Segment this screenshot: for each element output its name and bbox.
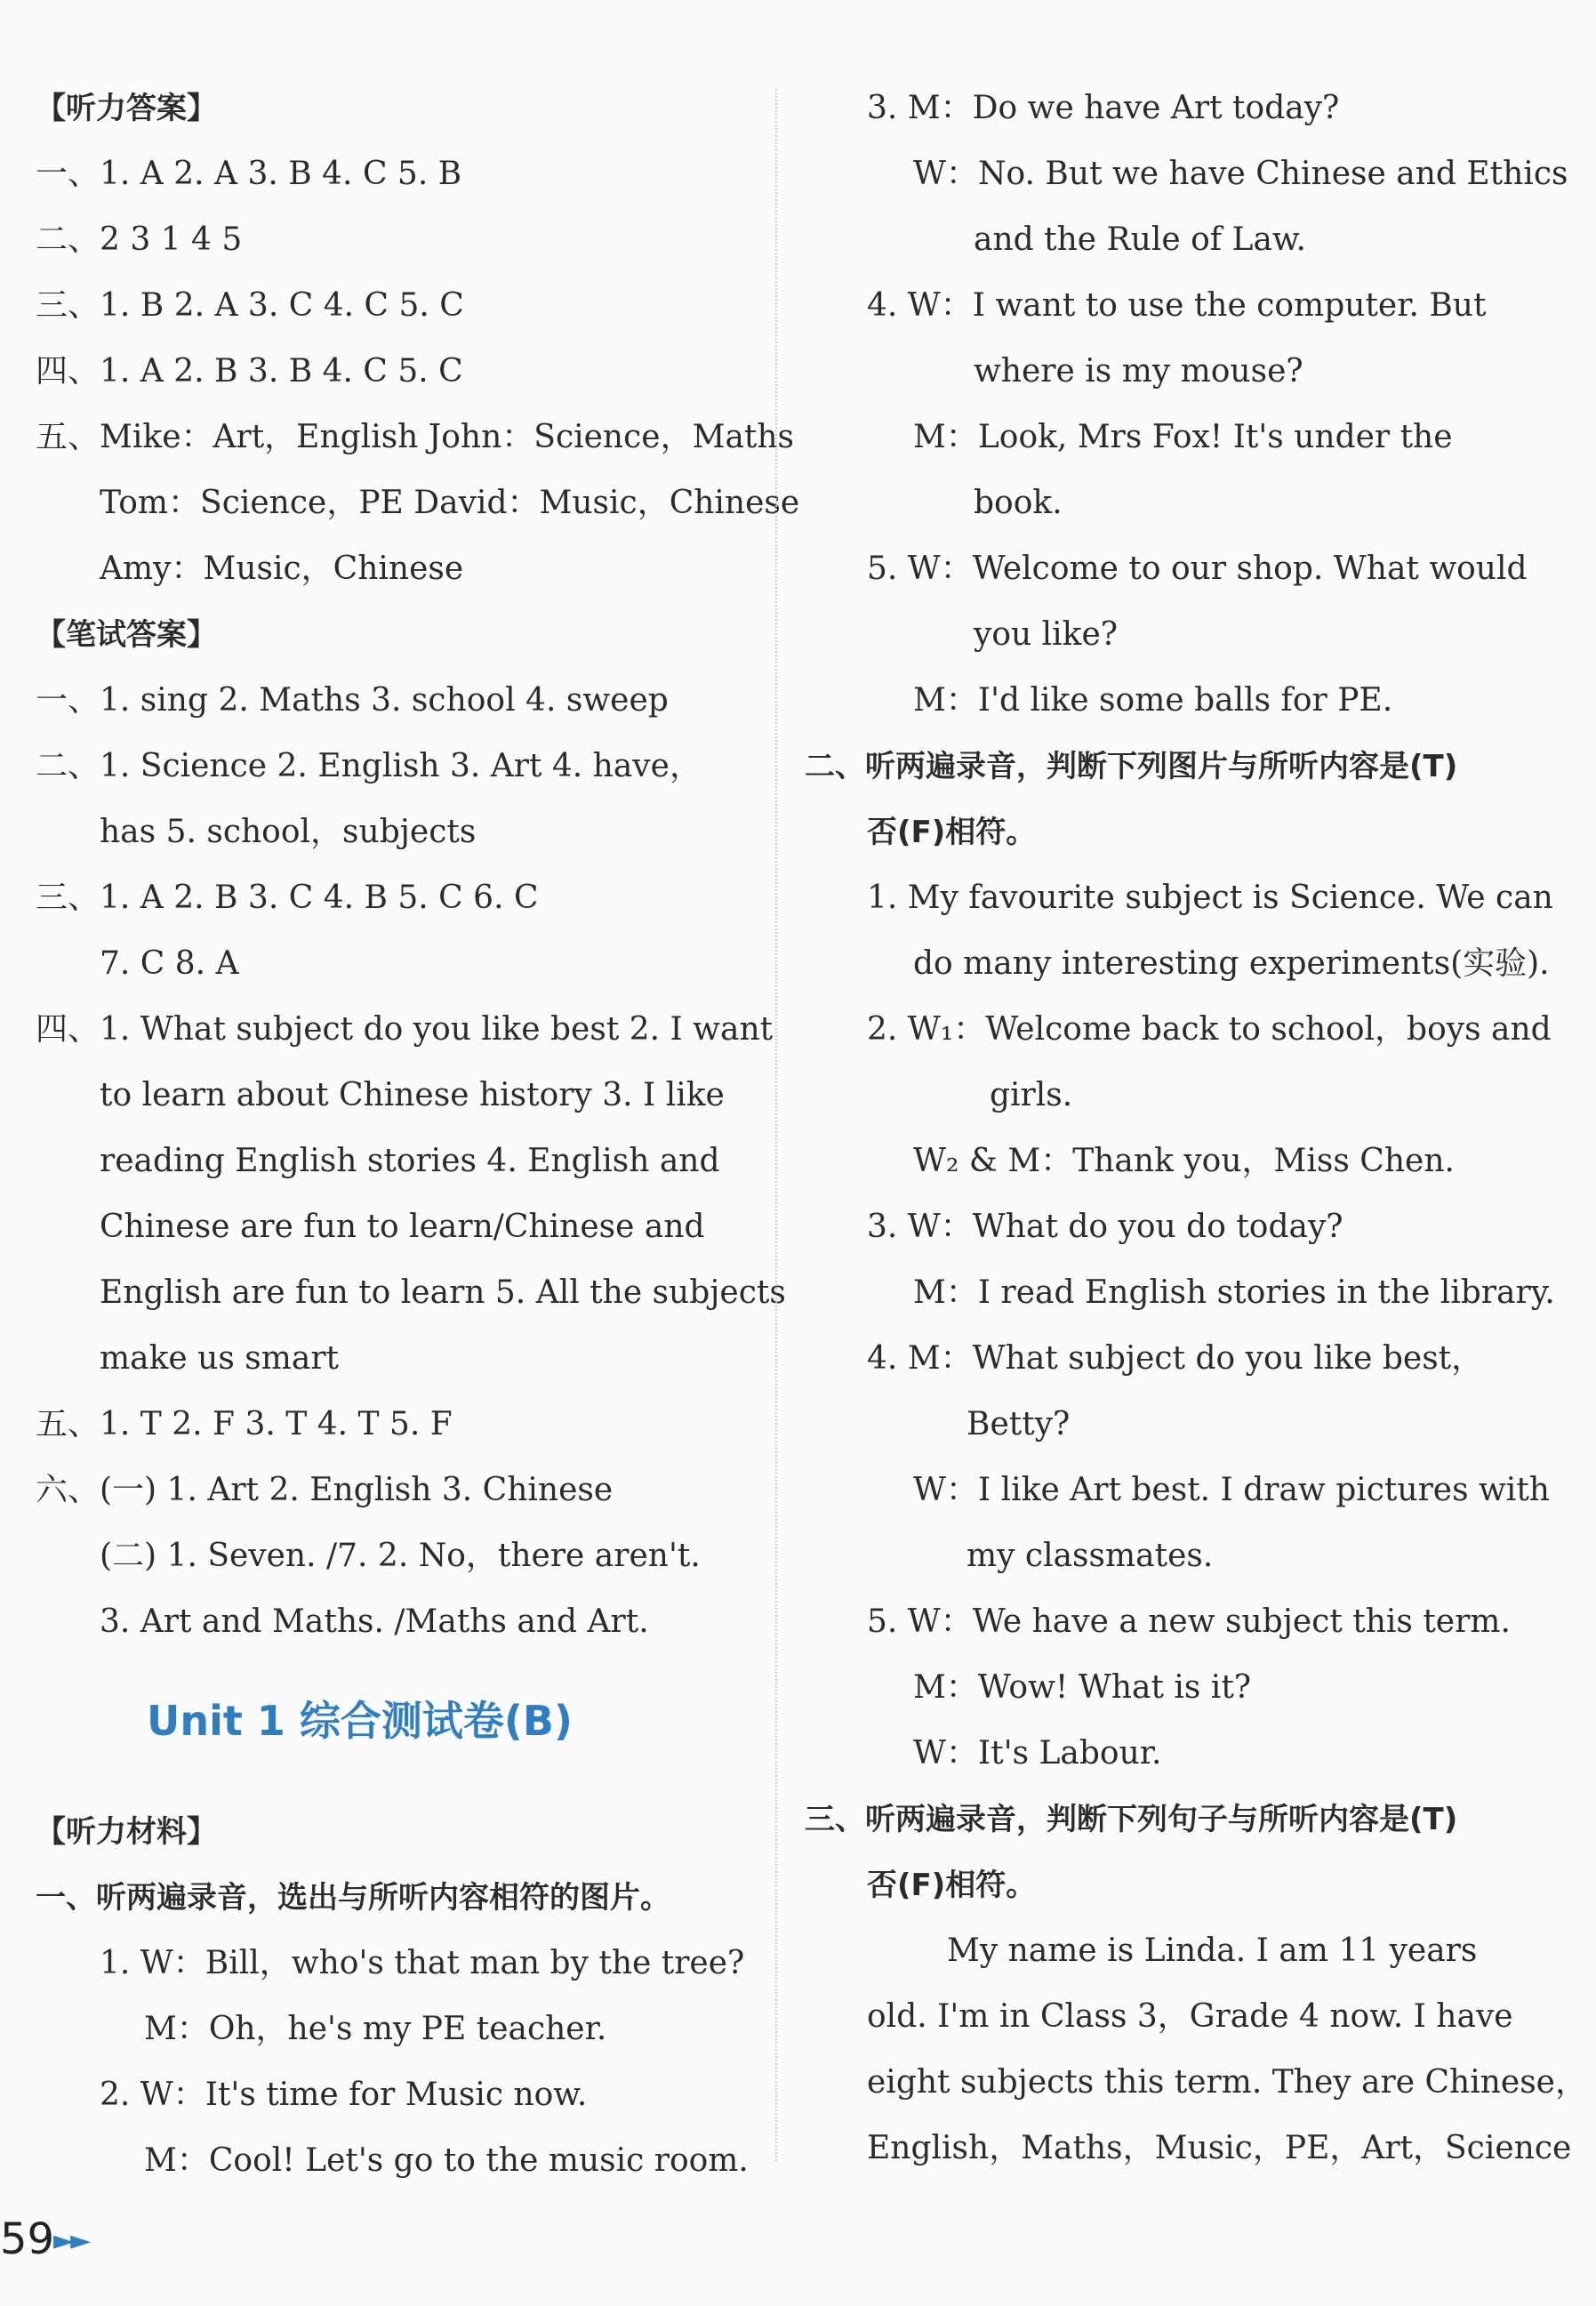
listening-materials-heading: 【听力材料】 xyxy=(36,1814,217,1850)
material-line: W：No. But we have Chinese and Ethics xyxy=(913,156,1568,192)
material-line: 5. W：We have a new subject this term. xyxy=(867,1603,1511,1640)
material-line: W：I like Art best. I draw pictures with xyxy=(913,1472,1550,1508)
page-number: 59 xyxy=(0,2214,55,2264)
material-line: you like? xyxy=(974,616,1119,653)
material-line: 4. M：What subject do you like best， xyxy=(867,1340,1484,1377)
answer-line: 四、1. A 2. B 3. B 4. C 5. C xyxy=(36,353,463,390)
answer-line: 一、1. A 2. A 3. B 4. C 5. B xyxy=(36,156,462,192)
answer-line: 五、Mike：Art，English John：Science，Maths xyxy=(36,419,795,455)
material-line: W：It's Labour. xyxy=(913,1735,1162,1772)
answer-line: make us smart xyxy=(100,1340,340,1377)
answer-line: reading English stories 4. English and xyxy=(100,1143,720,1179)
material-line: M：Oh，he's my PE teacher. xyxy=(144,2011,607,2047)
answer-line: 五、1. T 2. F 3. T 4. T 5. F xyxy=(36,1406,453,1442)
material-line: M：Look, Mrs Fox! It's under the xyxy=(913,419,1453,455)
answer-line: Chinese are fun to learn/Chinese and xyxy=(100,1209,705,1245)
answer-line: Tom：Science，PE David：Music，Chinese xyxy=(100,485,800,521)
passage-line: eight subjects this term. They are Chinese， xyxy=(867,2064,1587,2101)
material-line: 1. My favourite subject is Science. We can xyxy=(867,880,1553,916)
material-line: Betty? xyxy=(966,1406,1071,1442)
section-heading: 二、听两遍录音，判断下列图片与所听内容是(T) xyxy=(805,749,1458,784)
passage-line: English，Maths，Music，PE，Art，Science xyxy=(867,2130,1572,2166)
answer-line: 二、2 3 1 4 5 xyxy=(36,221,243,258)
answer-line: English are fun to learn 5. All the subjects xyxy=(100,1274,786,1311)
answer-line: 三、1. B 2. A 3. C 4. C 5. C xyxy=(36,287,464,324)
material-line: M：Wow! What is it? xyxy=(913,1669,1252,1706)
arrow-icon: ►► xyxy=(53,2225,88,2256)
written-answers-heading: 【笔试答案】 xyxy=(36,617,217,653)
answer-line: 一、1. sing 2. Maths 3. school 4. sweep xyxy=(36,682,669,719)
material-line: 5. W：Welcome to our shop. What would xyxy=(867,550,1528,587)
answer-line: 六、(一) 1. Art 2. English 3. Chinese xyxy=(36,1472,614,1508)
material-line: 2. W：It's time for Music now. xyxy=(100,2077,588,2113)
material-line: girls. xyxy=(990,1077,1073,1113)
answer-line: 7. C 8. A xyxy=(100,945,239,982)
answer-line: has 5. school，subjects xyxy=(100,814,477,850)
material-line: 4. W：I want to use the computer. But xyxy=(867,287,1487,324)
material-line: 3. M：Do we have Art today? xyxy=(867,90,1340,126)
section-heading: 否(F)相符。 xyxy=(867,1868,1037,1903)
column-divider xyxy=(775,89,777,2161)
passage-line: old. I'm in Class 3，Grade 4 now. I have xyxy=(867,1998,1513,2035)
unit-title: Unit 1 综合测试卷(B) xyxy=(147,1697,573,1745)
material-line: my classmates. xyxy=(966,1538,1214,1574)
answer-line: (二) 1. Seven. /7. 2. No，there aren't. xyxy=(100,1538,701,1574)
section-heading: 三、听两遍录音，判断下列句子与所听内容是(T) xyxy=(805,1802,1458,1837)
material-line: M：I read English stories in the library. xyxy=(913,1274,1555,1311)
material-line: 2. W₁：Welcome back to school，boys and xyxy=(867,1011,1552,1048)
section-heading: 一、听两遍录音，选出与所听内容相符的图片。 xyxy=(36,1880,670,1916)
material-line: 1. W：Bill，who's that man by the tree? xyxy=(100,1945,745,1981)
passage-line: My name is Linda. I am 11 years xyxy=(947,1932,1478,1969)
answer-line: 四、1. What subject do you like best 2. I want xyxy=(36,1011,774,1048)
material-line: M：I'd like some balls for PE. xyxy=(913,682,1393,719)
material-line: W₂ & M：Thank you，Miss Chen. xyxy=(913,1143,1455,1179)
answer-line: Amy：Music，Chinese xyxy=(100,550,464,587)
material-line: and the Rule of Law. xyxy=(974,221,1306,258)
section-heading: 否(F)相符。 xyxy=(867,815,1037,850)
answer-line: 二、1. Science 2. English 3. Art 4. have， xyxy=(36,748,702,784)
answer-line: 3. Art and Maths. /Maths and Art. xyxy=(100,1603,649,1640)
listening-answers-heading: 【听力答案】 xyxy=(36,91,217,126)
material-line: do many interesting experiments(实验). xyxy=(913,945,1550,982)
material-line: where is my mouse? xyxy=(974,353,1303,390)
answer-line: 三、1. A 2. B 3. C 4. B 5. C 6. C xyxy=(36,880,539,916)
answer-line: to learn about Chinese history 3. I like xyxy=(100,1077,725,1113)
material-line: 3. W：What do you do today? xyxy=(867,1209,1343,1245)
material-line: book. xyxy=(974,485,1063,521)
material-line: M：Cool! Let's go to the music room. xyxy=(144,2142,749,2179)
